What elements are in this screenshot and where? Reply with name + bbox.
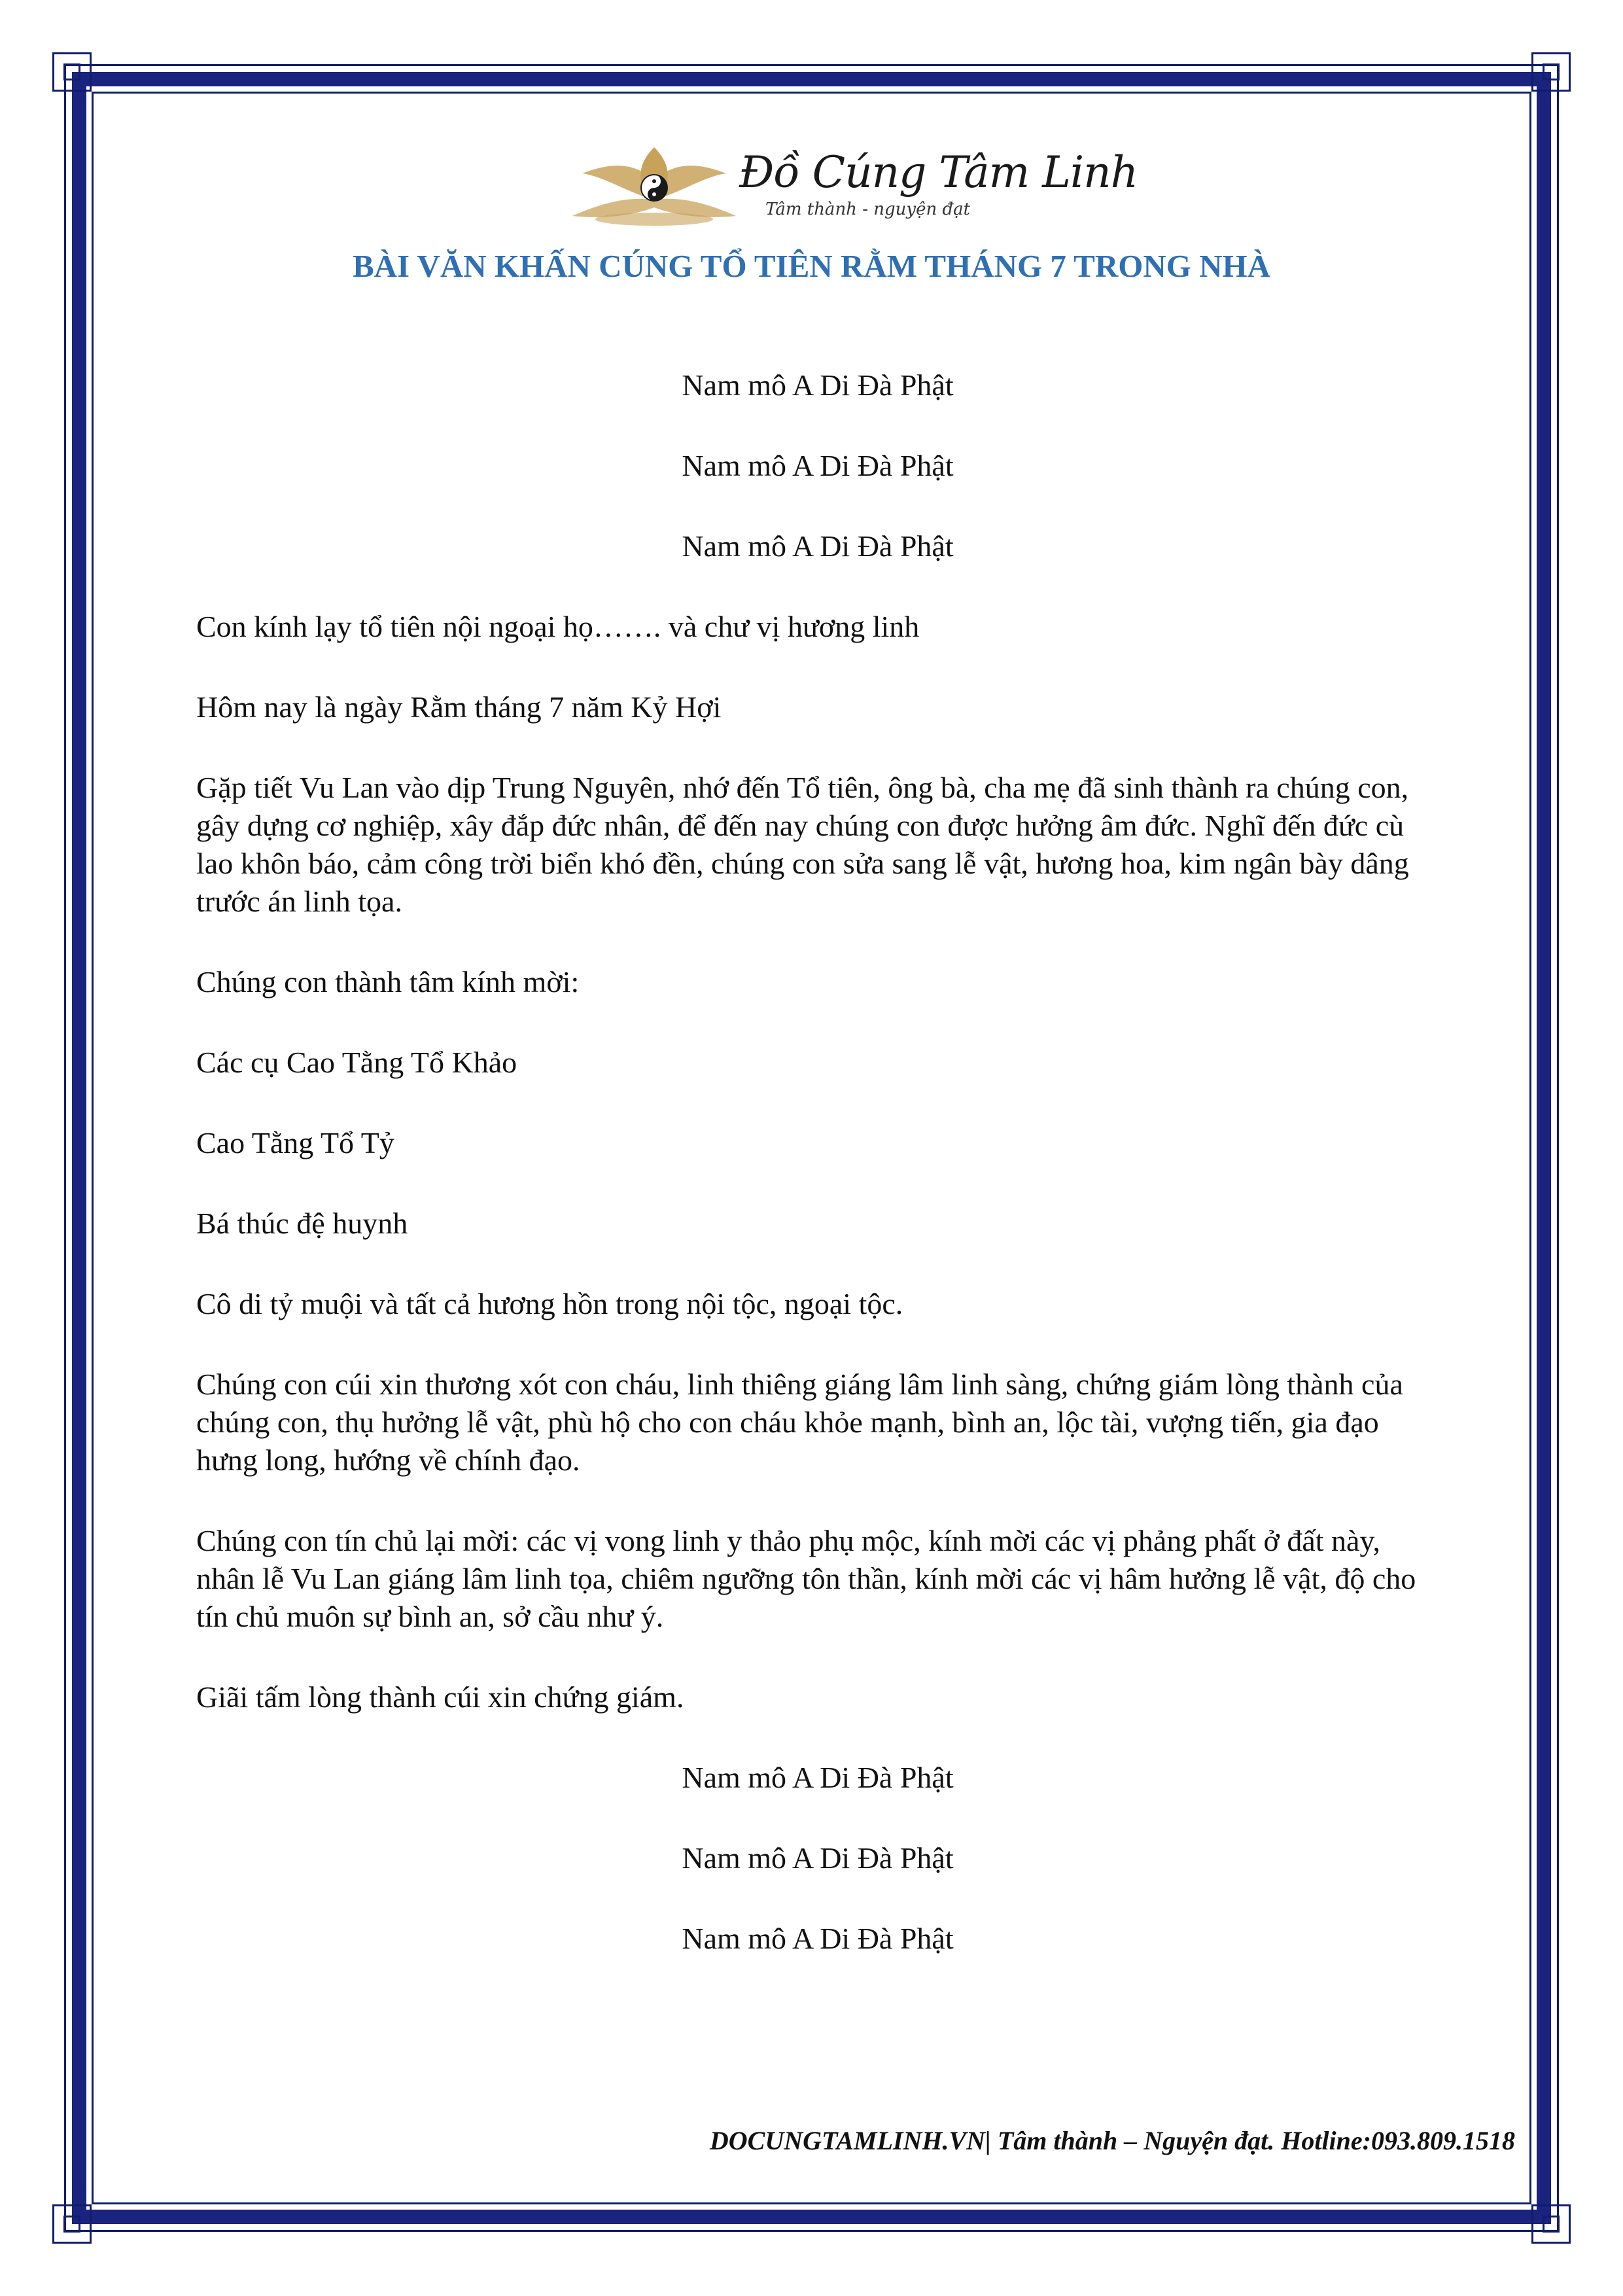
lotus-yin-yang-icon bbox=[569, 134, 739, 232]
paragraph: Chúng con thành tâm kính mời: bbox=[196, 965, 580, 998]
brand-tagline: Tâm thành - nguyện đạt bbox=[765, 200, 971, 219]
paragraph: Cao Tằng Tổ Tỷ bbox=[196, 1126, 394, 1159]
paragraph: Các cụ Cao Tằng Tổ Khảo bbox=[196, 1046, 517, 1079]
paragraph: Giãi tấm lòng thành cúi xin chứng giám. bbox=[196, 1680, 684, 1714]
paragraph: Con kính lạy tổ tiên nội ngoại họ……. và chư vị hương linh bbox=[196, 610, 920, 643]
border-corner-top-left bbox=[52, 52, 92, 92]
prayer-text bbox=[196, 366, 1439, 2000]
brand-name: Đồ Cúng Tâm Linh bbox=[739, 147, 1138, 198]
paragraph: Chúng con cúi xin thương xót con cháu, linh thiêng giáng lâm linh sàng, chứng giám lòng thành của chúng con, thụ hưởng lễ vật, phù hộ cho con cháu khỏe mạnh, bình an, lộc tài, vượng tiến, gia đạo hưng long, hướng về chính đạo. bbox=[196, 1368, 1403, 1477]
closing-chant-2: Nam mô A Di Đà Phật bbox=[682, 1841, 954, 1875]
paragraph: Bá thúc đệ huynh bbox=[196, 1207, 408, 1240]
paragraph: Chúng con tín chủ lại mời: các vị vong linh y thảo phụ mộc, kính mời các vị phảng phất ở đất này, nhân lễ Vu Lan giáng lâm linh tọa, chiêm ngưỡng tôn thần, kính mời các vị hâm hưởng lễ vật, độ cho tín chủ muôn sự bình an, sở cầu như ý. bbox=[196, 1524, 1416, 1633]
closing-chant-3: Nam mô A Di Đà Phật bbox=[682, 1922, 954, 1955]
footer-contact: DOCUNGTAMLINH.VN| Tâm thành – Nguyện đạt. Hotline:093.809.1518 bbox=[709, 2126, 1515, 2155]
opening-chant-3: Nam mô A Di Đà Phật bbox=[682, 529, 954, 563]
border-corner-top-right bbox=[1531, 52, 1571, 92]
opening-chant-1: Nam mô A Di Đà Phật bbox=[682, 368, 954, 402]
paragraph: Cô di tỷ muội và tất cả hương hồn trong nội tộc, ngoại tộc. bbox=[196, 1287, 903, 1320]
opening-chant-2: Nam mô A Di Đà Phật bbox=[682, 449, 954, 482]
paragraph: Gặp tiết Vu Lan vào dịp Trung Nguyên, nhớ đến Tổ tiên, ông bà, cha mẹ đã sinh thành ra chúng con, gây dựng cơ nghiệp, xây đắp đức nhân, để đến nay chúng con được hưởng âm đức. Nghĩ đến đức cù lao khôn báo, cảm công trời biển khó đền, chúng con sửa sang lễ vật, hương hoa, kim ngân bày dâng trước án linh tọa. bbox=[196, 771, 1409, 918]
border-corner-bottom-right bbox=[1531, 2204, 1571, 2244]
closing-chant-1: Nam mô A Di Đà Phật bbox=[682, 1761, 954, 1794]
border-corner-bottom-left bbox=[52, 2204, 92, 2244]
brand-logo bbox=[569, 134, 1138, 232]
paragraph: Hôm nay là ngày Rằm tháng 7 năm Kỷ Hợi bbox=[196, 690, 722, 724]
document-title: BÀI VĂN KHẤN CÚNG TỔ TIÊN RẰM THÁNG 7 TRONG NHÀ bbox=[352, 248, 1271, 284]
